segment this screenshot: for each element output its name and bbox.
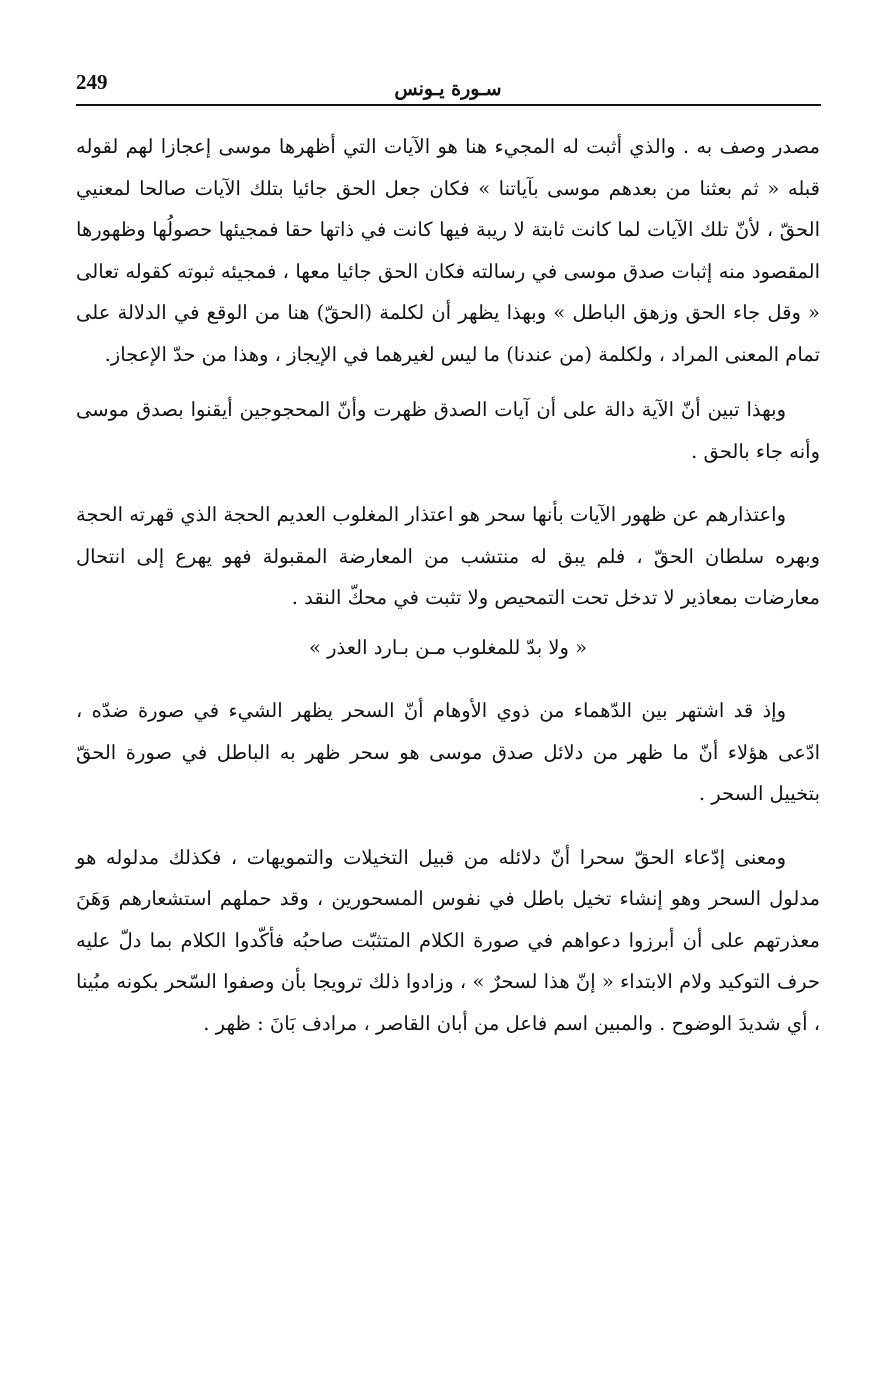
page-body [76, 126, 820, 1044]
paragraph-1: مصدر وصف به . والذي أثبت له المجيء هنا هو الآيات التي أظهرها موسى إعجازا لهم لقوله قبله « ثم بعثنا من بعدهم موسى بآياتنا » فكان جعل الحق جائيا بتلك الآيات صالحا لمعنيي الحقّ ، لأنّ تلك الآيات لما كانت ثابتة لا ريبة فيها كانت في ذاتها حقا فمجيئها حصولُها وظهورها المقصود منه إثبات صدق موسى في رسالته فكان الحق جائيا معها ، فمجيئه ثبوته كقوله تعالى « وقل جاء الحق وزهق الباطل » وبهذا يظهر أن لكلمة (الحقّ) هنا من الوقع في الدلالة على تمام المعنى المراد ، ولكلمة (من عندنا) ما ليس لغيرهما في الإيجاز ، وهذا من حدّ الإعجاز. [76, 135, 820, 366]
page-number: 249 [76, 70, 108, 94]
paragraph-5: ومعنى إدّعاء الحقّ سحرا أنّ دلائله من قبيل التخيلات والتمويهات ، فكذلك مدلوله هو مدلول السحر وهو إنشاء تخيل باطل في نفوس المسحورين ، وقد حملهم استشعارهم وَهَنَ معذرتهم على أن أبرزوا دعواهم في صورة الكلام المتثبّت صاحبُه فأكّدوا الكلام بما دلّ عليه حرف التوكيد ولام الابتداء « إنّ هذا لسحرٌ » ، وزادوا ذلك ترويجا بأن وصفوا السّحر بكونه مبُينا ، أي شديدَ الوضوح . والمبين اسم فاعل من أبان القاصر ، مرادف بَانَ : ظهر . [76, 845, 820, 1035]
paragraph-3: واعتذارهم عن ظهور الآيات بأنها سحر هو اعتذار المغلوب العديم الحجة الذي قهرته الحجة وبهره سلطان الحقّ ، فلم يبق له منتشب من المعارضة المقبولة فهو يهرع إلى انتحال معارضات بمعاذير لا تدخل تحت التمحيص ولا تثبت في محكّ النقد . [76, 503, 820, 609]
page-header [76, 68, 820, 108]
paragraph-4: وإذ قد اشتهر بين الدّهماء من ذوي الأوهام أنّ السحر يظهر الشيء في صورة ضدّه ، ادّعى هؤلاء أنّ ما ظهر من دلائل صدق موسى هو سحر ظهر به الباطل في صورة الحقّ بتخييل السحر . [76, 699, 820, 805]
header-rule [76, 104, 821, 106]
paragraph-2: وبهذا تبين أنّ الآية دالة على أن آيات الصدق ظهرت وأنّ المحجوجين أيقنوا بصدق موسى وأنه جاء بالحق . [76, 398, 820, 463]
quoted-verse: « ولا بدّ للمغلوب مـن بـارد العذر » [308, 635, 588, 659]
running-title: سـورة يـونس [394, 78, 502, 100]
